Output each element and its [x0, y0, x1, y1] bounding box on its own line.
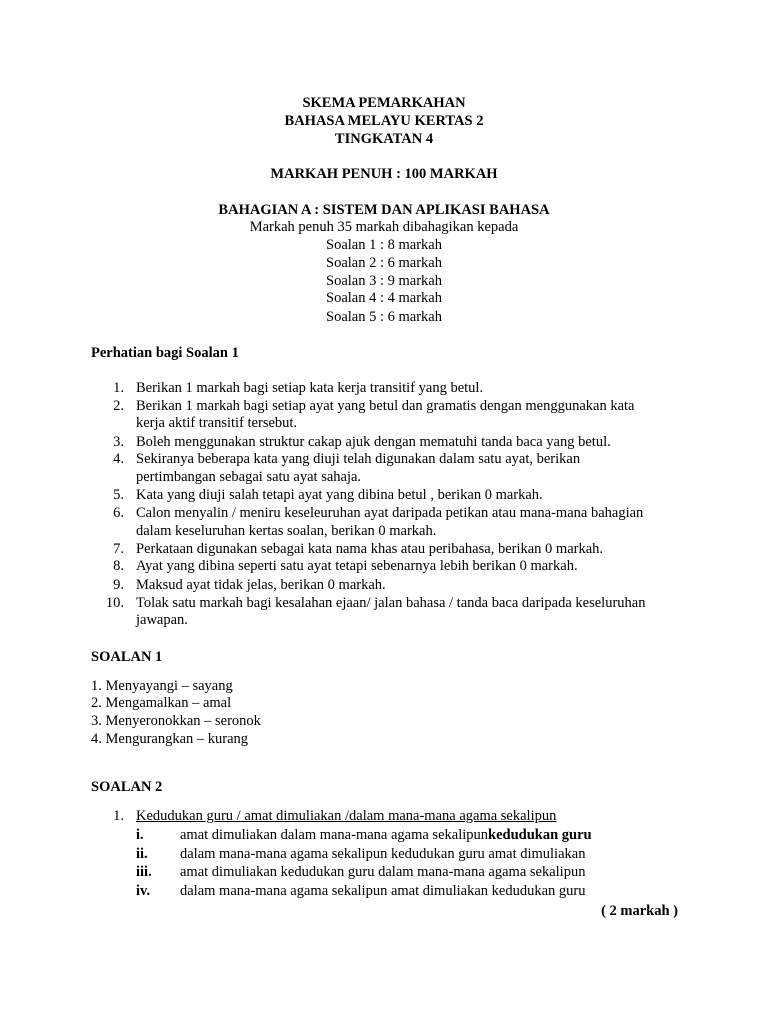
note-text: Perkataan digunakan sebagai kata nama khas atau peribahasa, berikan 0 markah.: [136, 541, 604, 557]
option-text: [180, 826, 592, 844]
note-text: pertimbangan sebagai satu ayat sahaja.: [136, 469, 362, 485]
note-text: Maksud ayat tidak jelas, berikan 0 markah.: [136, 577, 386, 593]
breakdown-line: Soalan 5 : 6 markah: [326, 309, 442, 325]
note-number: 2.: [113, 398, 124, 414]
breakdown-line: Soalan 2 : 6 markah: [326, 255, 442, 271]
option-label: iv.: [136, 883, 151, 899]
option-text-plain: amat dimuliakan dalam mana-mana agama sekalipun: [180, 827, 489, 843]
note-text: Berikan 1 markah bagi setiap ayat yang betul dan gramatis dengan menggunakan kata: [136, 398, 635, 414]
note-number: 4.: [113, 451, 124, 467]
note-number: 1.: [113, 380, 124, 396]
soalan-1-answer: 1. Menyayangi – sayang: [91, 678, 233, 694]
breakdown-line: Soalan 4 : 4 markah: [326, 290, 442, 306]
soalan-2-question: Kedudukan guru / amat dimuliakan /dalam mana-mana agama sekalipun: [136, 808, 557, 824]
section-a-title: BAHAGIAN A : SISTEM DAN APLIKASI BAHASA: [218, 202, 550, 218]
document-level: TINGKATAN 4: [334, 131, 434, 147]
full-marks: MARKAH PENUH : 100 MARKAH: [270, 166, 498, 182]
soalan-1-answer: 3. Menyeronokkan – seronok: [91, 713, 261, 729]
breakdown-line: Soalan 3 : 9 markah: [326, 273, 442, 289]
note-text: Boleh menggunakan struktur cakap ajuk dengan mematuhi tanda baca yang betul.: [136, 434, 611, 450]
soalan-2-question-number: 1.: [113, 808, 124, 824]
soalan-1-answer: 4. Mengurangkan – kurang: [91, 731, 249, 747]
document-title: SKEMA PEMARKAHAN: [302, 95, 466, 111]
note-number: 3.: [113, 434, 124, 450]
notes-heading: Perhatian bagi Soalan 1: [91, 345, 239, 361]
option-text: dalam mana-mana agama sekalipun kedudukan guru amat dimuliakan: [180, 846, 586, 862]
option-label: ii.: [136, 846, 148, 862]
note-text: Calon menyalin / meniru keseleuruhan ayat daripada petikan atau mana-mana bahagian: [136, 505, 644, 521]
breakdown-line: Soalan 1 : 8 markah: [326, 237, 442, 253]
marks-label: ( 2 markah ): [601, 903, 678, 919]
note-number: 8.: [113, 558, 124, 574]
note-number: 7.: [113, 541, 124, 557]
note-text: Ayat yang dibina seperti satu ayat tetapi sebenarnya lebih berikan 0 markah.: [136, 558, 578, 574]
option-text: dalam mana-mana agama sekalipun amat dimuliakan kedudukan guru: [180, 883, 586, 899]
note-text: Tolak satu markah bagi kesalahan ejaan/ jalan bahasa / tanda baca daripada keseluruhan: [136, 595, 646, 611]
option-label: i.: [136, 827, 144, 843]
note-text: dalam keseluruhan kertas soalan, berikan 0 markah.: [136, 523, 437, 539]
note-number: 5.: [113, 487, 124, 503]
document-subject: BAHASA MELAYU KERTAS 2: [284, 113, 484, 129]
note-text: kerja aktif transitif tersebut.: [136, 415, 298, 431]
note-text: Berikan 1 markah bagi setiap kata kerja transitif yang betul.: [136, 380, 484, 396]
note-text: jawapan.: [136, 612, 188, 628]
note-text: Kata yang diuji salah tetapi ayat yang dibina betul , berikan 0 markah.: [136, 487, 543, 503]
soalan-1-answer: 2. Mengamalkan – amal: [91, 695, 232, 711]
option-text-bold: kedudukan guru: [488, 827, 592, 843]
section-a-intro: Markah penuh 35 markah dibahagikan kepada: [249, 219, 519, 235]
option-text: amat dimuliakan kedudukan guru dalam mana-mana agama sekalipun: [180, 864, 586, 880]
note-number: 9.: [113, 577, 124, 593]
soalan-1-heading: SOALAN 1: [91, 649, 163, 665]
option-label: iii.: [136, 864, 152, 880]
note-text: Sekiranya beberapa kata yang diuji telah digunakan dalam satu ayat, berikan: [136, 451, 581, 467]
note-number: 6.: [113, 505, 124, 521]
soalan-2-heading: SOALAN 2: [91, 779, 163, 795]
note-number: 10.: [105, 595, 124, 611]
